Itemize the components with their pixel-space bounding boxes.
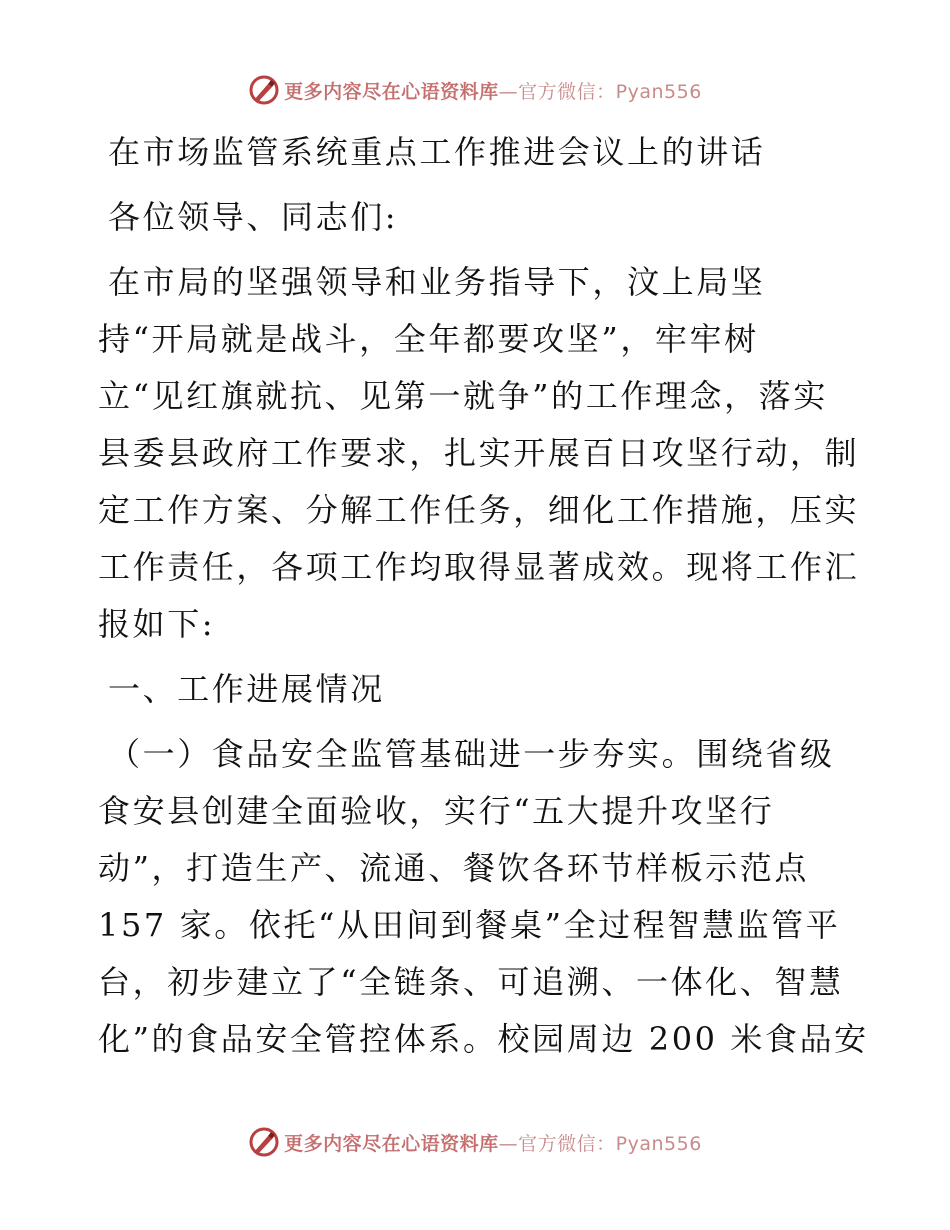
intro-line: 报如下: <box>98 605 216 643</box>
pen-circle-logo-icon <box>248 1126 280 1158</box>
subsection-line: （一）食品安全监管基础进一步夯实。围绕省级 <box>108 735 835 773</box>
document-body <box>98 120 869 1068</box>
intro-line: 持“开局就是战斗，全年都要攻坚”，牢牢树 <box>98 320 759 358</box>
intro-line: 立“见红旗就抗、见第一就争”的工作理念，落实 <box>98 377 828 415</box>
intro-paragraph <box>98 254 858 653</box>
watermark-text: 更多内容尽在心语资料库—官方微信：Pyan556 <box>284 1132 702 1155</box>
intro-line: 工作责任，各项工作均取得显著成效。现将工作汇 <box>98 548 860 586</box>
subsection-line: 157 家。依托“从田间到餐桌”全过程智慧监管平 <box>98 906 841 944</box>
section-heading: 一、工作进展情况 <box>108 670 385 708</box>
intro-line: 定工作方案、分解工作任务，细化工作措施，压实 <box>98 491 860 529</box>
subsection-paragraph <box>98 726 869 1068</box>
subsection-line: 台，初步建立了“全链条、可追溯、一体化、智慧 <box>98 963 844 1001</box>
document-title: 在市场监管系统重点工作推进会议上的讲话 <box>108 133 766 171</box>
pen-circle-logo-icon <box>248 74 280 106</box>
intro-line: 在市局的坚强领导和业务指导下，汶上局坚 <box>108 263 766 301</box>
subsection-line: 化”的食品安全管控体系。校园周边 200 米食品安 <box>98 1020 869 1058</box>
subsection-line: 动”，打造生产、流通、餐饮各环节样板示范点 <box>98 849 809 887</box>
footer-watermark <box>0 1124 950 1160</box>
watermark-text: 更多内容尽在心语资料库—官方微信：Pyan556 <box>284 80 702 103</box>
subsection-line: 食安县创建全面验收，实行“五大提升攻坚行 <box>98 792 775 830</box>
salutation: 各位领导、同志们: <box>108 198 399 236</box>
header-watermark <box>0 72 950 108</box>
intro-line: 县委县政府工作要求，扎实开展百日攻坚行动，制 <box>98 434 860 472</box>
